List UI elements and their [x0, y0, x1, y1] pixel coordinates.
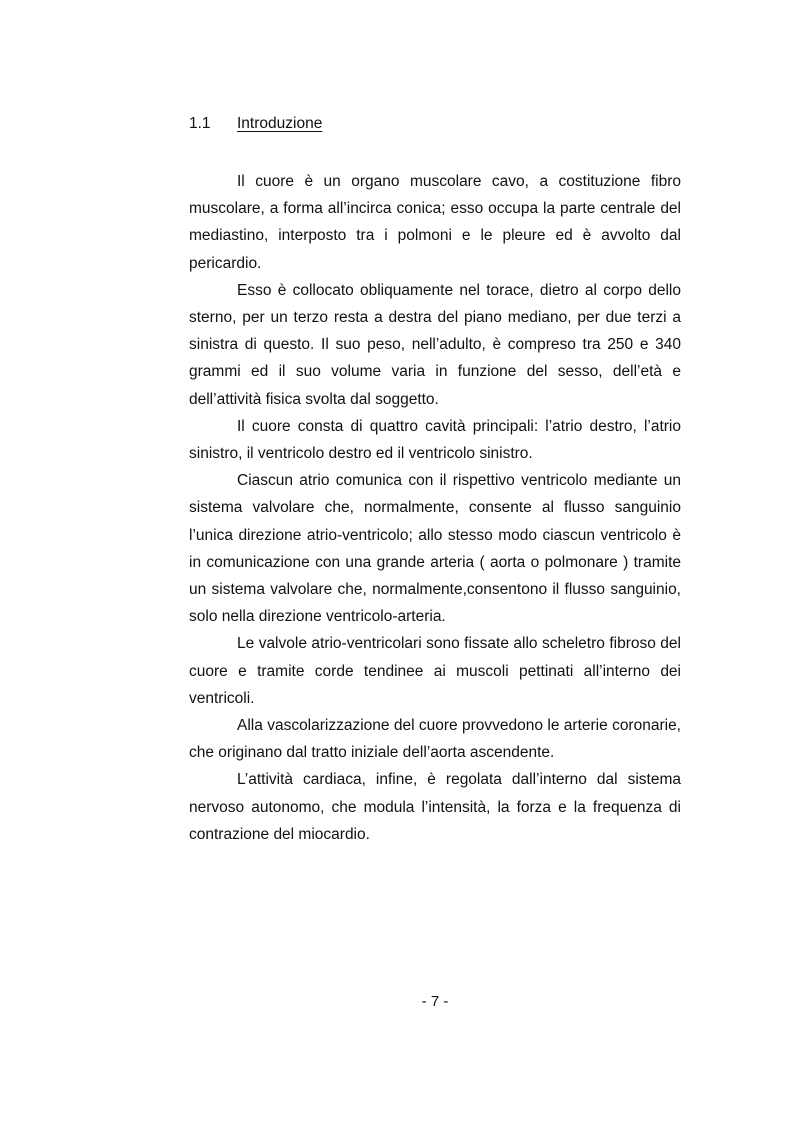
- section-heading: [189, 114, 322, 134]
- paragraph-7: L’attività cardiaca, infine, è regolata dall’interno dal sistema nervoso autonomo, che modula l’intensità, la forza e la frequenza di contrazione del miocardio.: [189, 771, 681, 843]
- paragraph-2: Esso è collocato obliquamente nel torace, dietro al corpo dello sterno, per un terzo resta a destra del piano mediano, per due terzi a sinistra di questo. Il suo peso, nell’adulto, è compreso tra 250 e 340 grammi ed il suo volume varia in funzione del sesso, dell’età e dell’attività fisica svolta dal soggetto.: [189, 281, 681, 408]
- paragraph-1: Il cuore è un organo muscolare cavo, a costituzione fibro muscolare, a forma all’incirca conica; esso occupa la parte centrale del mediastino, interposto tra i polmoni e le pleure ed è avvolto dal pericardio.: [189, 173, 681, 272]
- paragraph-6: Alla vascolarizzazione del cuore provvedono le arterie coronarie, che originano dal tratto iniziale dell’aorta ascendente.: [189, 717, 681, 762]
- section-title: Introduzione: [237, 115, 323, 132]
- paragraph-4: Ciascun atrio comunica con il rispettivo ventricolo mediante un sistema valvolare che, normalmente, consente al flusso sanguinio l’unica direzione atrio-ventricolo; allo stesso modo ciascun ventricolo è in comunicazione con una grande arteria ( aorta o polmonare ) tramite un sistema valvolare che, normalmente,consentono il flusso sanguinio, solo nella direzione ventricolo-arteria.: [189, 472, 681, 626]
- page-number: - 7 -: [421, 993, 449, 1010]
- paragraph-3: Il cuore consta di quattro cavità principali: l’atrio destro, l’atrio sinistro, il ventricolo destro ed il ventricolo sinistro.: [189, 417, 681, 463]
- paragraph-5: Le valvole atrio-ventricolari sono fissate allo scheletro fibroso del cuore e tramite corde tendinee ai muscoli pettinati all’interno dei ventricoli.: [189, 635, 681, 707]
- body-text: [189, 168, 681, 848]
- section-number: 1.1: [189, 115, 211, 132]
